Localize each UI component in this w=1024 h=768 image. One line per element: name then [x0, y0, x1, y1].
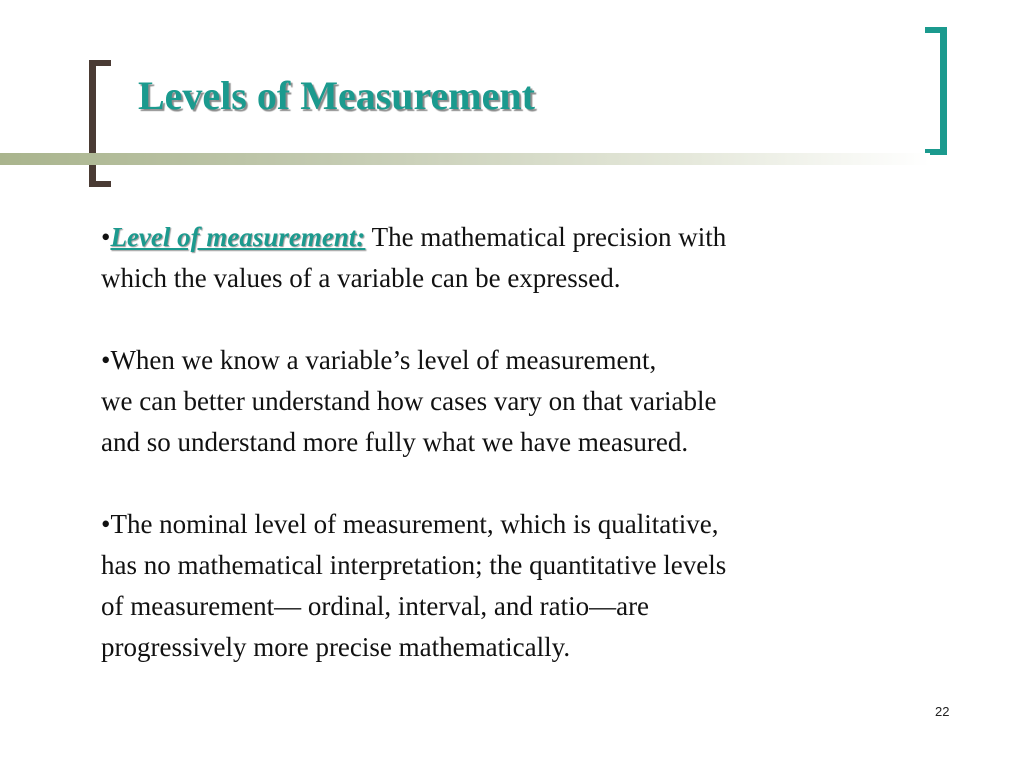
bullet-marker: • — [101, 509, 111, 539]
bullet-text: and so understand more fully what we have measured. — [101, 427, 689, 457]
title-rule — [0, 153, 930, 165]
bullet-3 — [101, 504, 901, 668]
slide-body — [101, 217, 901, 668]
bullet-text: The mathematical precision with — [365, 222, 727, 252]
bullet-text: The nominal level of measurement, which is qualitative, — [110, 509, 719, 539]
left-bracket-decoration — [89, 60, 111, 187]
right-bracket-decoration — [925, 27, 947, 155]
bullet-1-line-1 — [101, 217, 901, 258]
bullet-text: which the values of a variable can be expressed. — [101, 263, 621, 293]
slide-title: Levels of Measurement — [138, 73, 535, 118]
bullet-text: of measurement— ordinal, interval, and ratio—are — [101, 591, 650, 621]
bullet-2-line-1 — [101, 340, 901, 381]
page-number: 22 — [935, 704, 950, 719]
bullet-text: has no mathematical interpretation; the quantitative levels — [101, 550, 727, 580]
bullet-text: we can better understand how cases vary on that variable — [101, 386, 717, 416]
defined-term: Level of measurement: — [110, 222, 366, 252]
bullet-text: progressively more precise mathematically. — [101, 632, 571, 662]
bullet-3-line-1 — [101, 504, 901, 545]
bullet-2 — [101, 340, 901, 463]
bullet-marker: • — [101, 222, 111, 252]
bullet-text: When we know a variable’s level of measurement, — [110, 345, 657, 375]
bullet-1 — [101, 217, 901, 299]
bullet-marker: • — [101, 345, 111, 375]
